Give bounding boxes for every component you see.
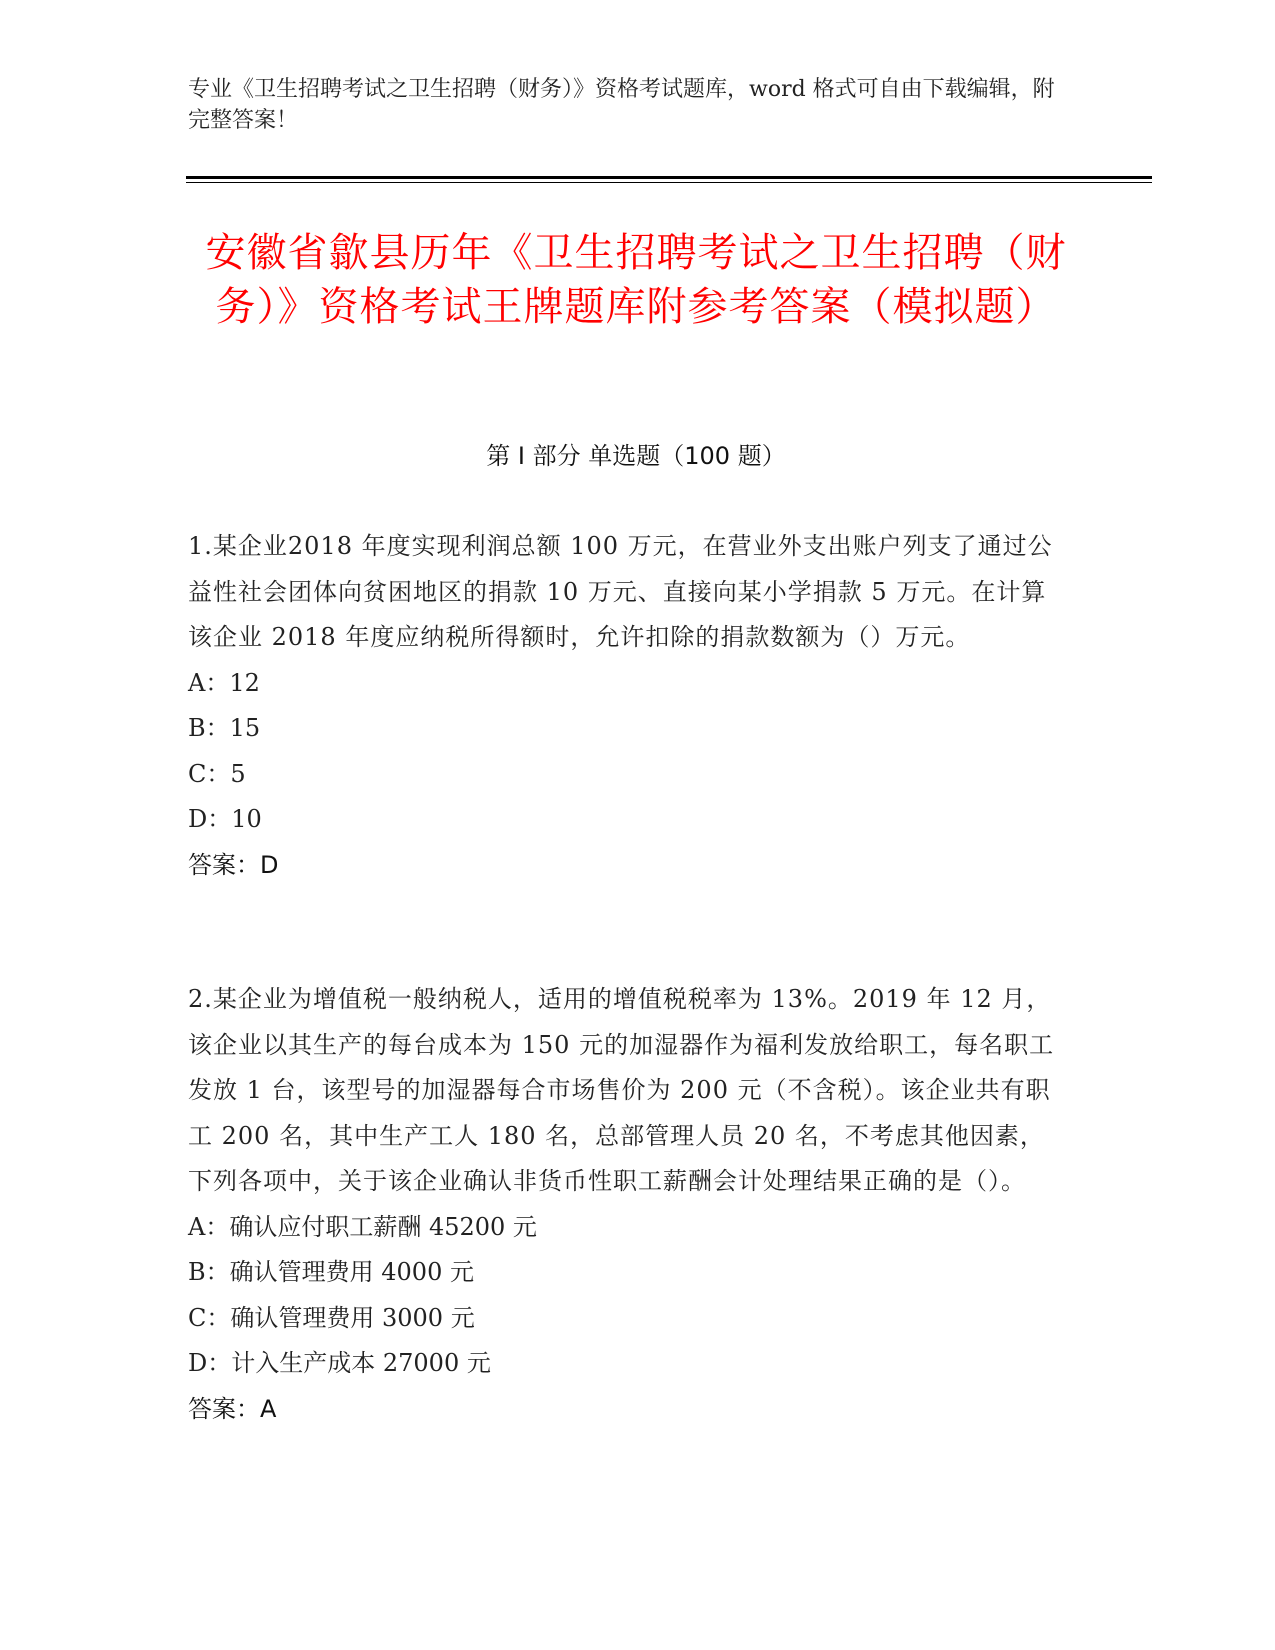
header-rule-thick [186, 176, 1152, 179]
header-rule-thin [186, 182, 1152, 183]
option-a: A：确认应付职工薪酬 45200 元 [188, 1212, 537, 1241]
header-note: 专业《卫生招聘考试之卫生招聘（财务）》资格考试题库，word 格式可自由下载编辑，附完整答案！ [188, 77, 1055, 133]
question-1 [188, 524, 1068, 888]
question-stem: 2.某企业为增值税一般纳税人，适用的增值税税率为 13%。2019 年 12 月，该企业以其生产的每台成本为 150 元的加湿器作为福利发放给职工，每名职工发放 1 台，该型号的加湿器每合市场售价为 200 元（不含税）。该企业共有职工 200 名，其中生产工人 180 名，总部管理人员 20 名，不考虑其他因素，下列各项中，关于该企业确认非货币性职工薪酬会计处理结果正确的是（）。 [188, 985, 1055, 1195]
option-d: D：计入生产成本 27000 元 [188, 1349, 491, 1377]
answer: 答案：D [188, 850, 279, 879]
answer: 答案：A [188, 1394, 277, 1423]
section-heading: 第 I 部分 单选题（100 题） [486, 442, 786, 470]
option-a: A：12 [188, 668, 260, 697]
document-title: 安徽省歙县历年《卫生招聘考试之卫生招聘（财务）》资格考试王牌题库附参考答案（模拟题） [205, 230, 1067, 330]
question-2 [188, 977, 1068, 1432]
option-c: C：确认管理费用 3000 元 [188, 1303, 475, 1332]
option-b: B：15 [188, 714, 261, 742]
question-stem: 1.某企业2018 年度实现利润总额 100 万元，在营业外支出账户列支了通过公益性社会团体向贫困地区的捐款 10 万元、直接向某小学捐款 5 万元。在计算该企业 2018 年度应纳税所得额时，允许扣除的捐款数额为（）万元。 [188, 532, 1053, 651]
option-b: B：确认管理费用 4000 元 [188, 1258, 474, 1286]
option-c: C：5 [188, 759, 246, 788]
option-d: D：10 [188, 805, 262, 833]
